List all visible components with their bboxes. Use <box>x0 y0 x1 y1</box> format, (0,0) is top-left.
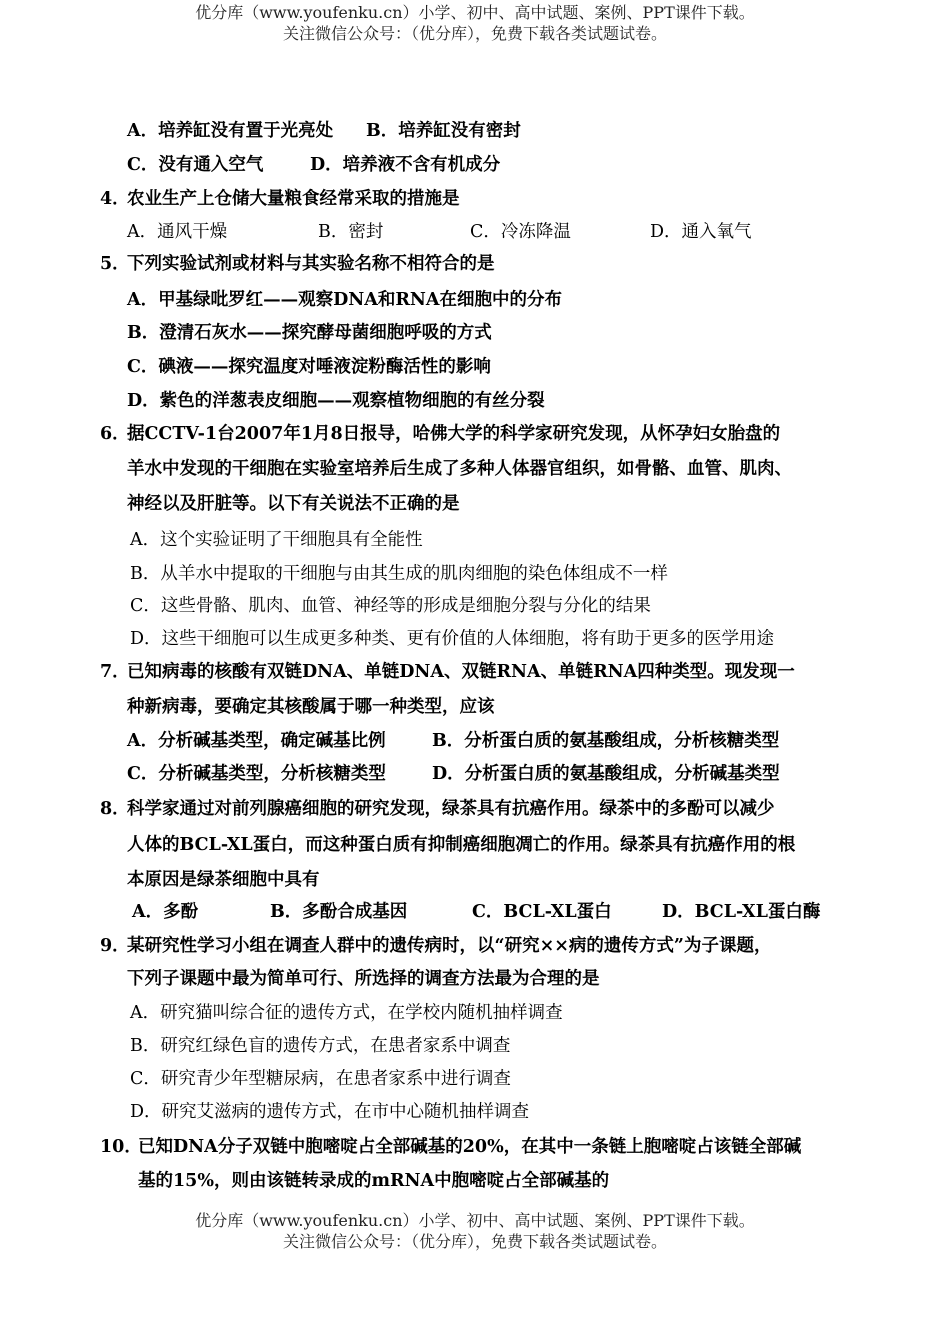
q3-option-b: B．培养缸没有密封 <box>366 121 521 141</box>
header-line-1: 优分库（www.youfenku.cn）小学、初中、高中试题、案例、PPT课件下载。 <box>195 3 755 22</box>
q9-option-c: C．研究青少年型糖尿病，在患者家系中进行调查 <box>130 1069 511 1089</box>
q8-stem-line-1: 科学家通过对前列腺癌细胞的研究发现，绿茶具有抗癌作用。绿茶中的多酚可以减少 <box>127 799 775 819</box>
q8-stem-line-3: 本原因是绿茶细胞中具有 <box>127 870 320 890</box>
q8-option-d: D．BCL-XL蛋白酶 <box>662 902 821 922</box>
q4-stem: 农业生产上仓储大量粮食经常采取的措施是 <box>127 189 460 209</box>
q8-option-c: C．BCL-XL蛋白 <box>472 902 612 922</box>
q5-option-c: C．碘液——探究温度对唾液淀粉酶活性的影响 <box>127 357 491 377</box>
q7-stem-line-2: 种新病毒，要确定其核酸属于哪一种类型，应该 <box>127 697 495 717</box>
q3-option-d: D．培养液不含有机成分 <box>310 155 501 175</box>
q9-option-b: B．研究红绿色盲的遗传方式，在患者家系中调查 <box>130 1036 511 1056</box>
q8-stem-line-2: 人体的BCL-XL蛋白，而这种蛋白质有抑制癌细胞凋亡的作用。绿茶具有抗癌作用的根 <box>127 835 796 855</box>
q9-stem-line-2: 下列子课题中最为简单可行、所选择的调查方法最为合理的是 <box>127 969 600 989</box>
page-header <box>0 2 950 44</box>
q10-stem-line-2: 基的15%，则由该链转录成的mRNA中胞嘧啶占全部碱基的 <box>138 1171 610 1191</box>
q6-option-c: C．这些骨骼、肌肉、血管、神经等的形成是细胞分裂与分化的结果 <box>130 596 651 616</box>
q7-stem-line-1: 已知病毒的核酸有双链DNA、单链DNA、双链RNA、单链RNA四种类型。现发现一 <box>127 662 795 682</box>
q5-option-d: D．紫色的洋葱表皮细胞——观察植物细胞的有丝分裂 <box>127 391 545 411</box>
q8-option-b: B．多酚合成基因 <box>270 902 408 922</box>
q4-option-c: C．冷冻降温 <box>470 222 571 242</box>
q6-option-d: D．这些干细胞可以生成更多种类、更有价值的人体细胞，将有助于更多的医学用途 <box>130 629 775 649</box>
q6-option-a: A．这个实验证明了干细胞具有全能性 <box>130 530 423 550</box>
q4-option-d: D．通入氧气 <box>650 222 752 242</box>
q4-number: 4． <box>100 189 130 209</box>
q7-option-c: C．分析碱基类型，分析核糖类型 <box>127 764 386 784</box>
q10-stem-line-1: 已知DNA分子双链中胞嘧啶占全部碱基的20%，在其中一条链上胞嘧啶占该链全部碱 <box>138 1137 802 1157</box>
q10-number: 10． <box>100 1137 142 1157</box>
q3-option-c: C．没有通入空气 <box>127 155 264 175</box>
q7-option-b: B．分析蛋白质的氨基酸组成，分析核糖类型 <box>432 731 780 751</box>
header-line-2: 关注微信公众号：（优分库），免费下载各类试题试卷。 <box>282 24 667 43</box>
q8-option-a: A．多酚 <box>132 902 199 922</box>
q6-stem-line-2: 羊水中发现的干细胞在实验室培养后生成了多种人体器官组织，如骨骼、血管、肌肉、 <box>127 459 792 479</box>
q6-option-b: B．从羊水中提取的干细胞与由其生成的肌肉细胞的染色体组成不一样 <box>130 564 668 584</box>
q5-option-b: B．澄清石灰水——探究酵母菌细胞呼吸的方式 <box>127 323 492 343</box>
q5-stem: 下列实验试剂或材料与其实验名称不相符合的是 <box>127 254 495 274</box>
q7-number: 7． <box>100 662 130 682</box>
q9-stem-line-1: 某研究性学习小组在调查人群中的遗传病时，以“研究××病的遗传方式”为子课题， <box>127 936 772 956</box>
q5-number: 5． <box>100 254 130 274</box>
q7-option-a: A．分析碱基类型，确定碱基比例 <box>127 731 386 751</box>
q5-option-a: A．甲基绿吡罗红——观察DNA和RNA在细胞中的分布 <box>127 290 562 310</box>
q7-option-d: D．分析蛋白质的氨基酸组成，分析碱基类型 <box>432 764 780 784</box>
q3-option-a: A．培养缸没有置于光亮处 <box>127 121 334 141</box>
q9-option-d: D．研究艾滋病的遗传方式，在市中心随机抽样调查 <box>130 1102 530 1122</box>
q8-number: 8． <box>100 799 130 819</box>
footer-line-2: 关注微信公众号：（优分库），免费下载各类试题试卷。 <box>282 1232 667 1251</box>
q4-option-b: B．密封 <box>318 222 384 242</box>
q4-option-a: A．通风干燥 <box>127 222 228 242</box>
q9-number: 9． <box>100 936 130 956</box>
q6-stem-line-3: 神经以及肝脏等。以下有关说法不正确的是 <box>127 494 460 514</box>
page-footer <box>0 1210 950 1252</box>
q9-option-a: A．研究猫叫综合征的遗传方式，在学校内随机抽样调查 <box>130 1003 563 1023</box>
q6-number: 6． <box>100 424 130 444</box>
q6-stem-line-1: 据CCTV-1台2007年1月8日报导，哈佛大学的科学家研究发现，从怀孕妇女胎盘的 <box>127 424 781 444</box>
footer-line-1: 优分库（www.youfenku.cn）小学、初中、高中试题、案例、PPT课件下载。 <box>195 1211 755 1230</box>
